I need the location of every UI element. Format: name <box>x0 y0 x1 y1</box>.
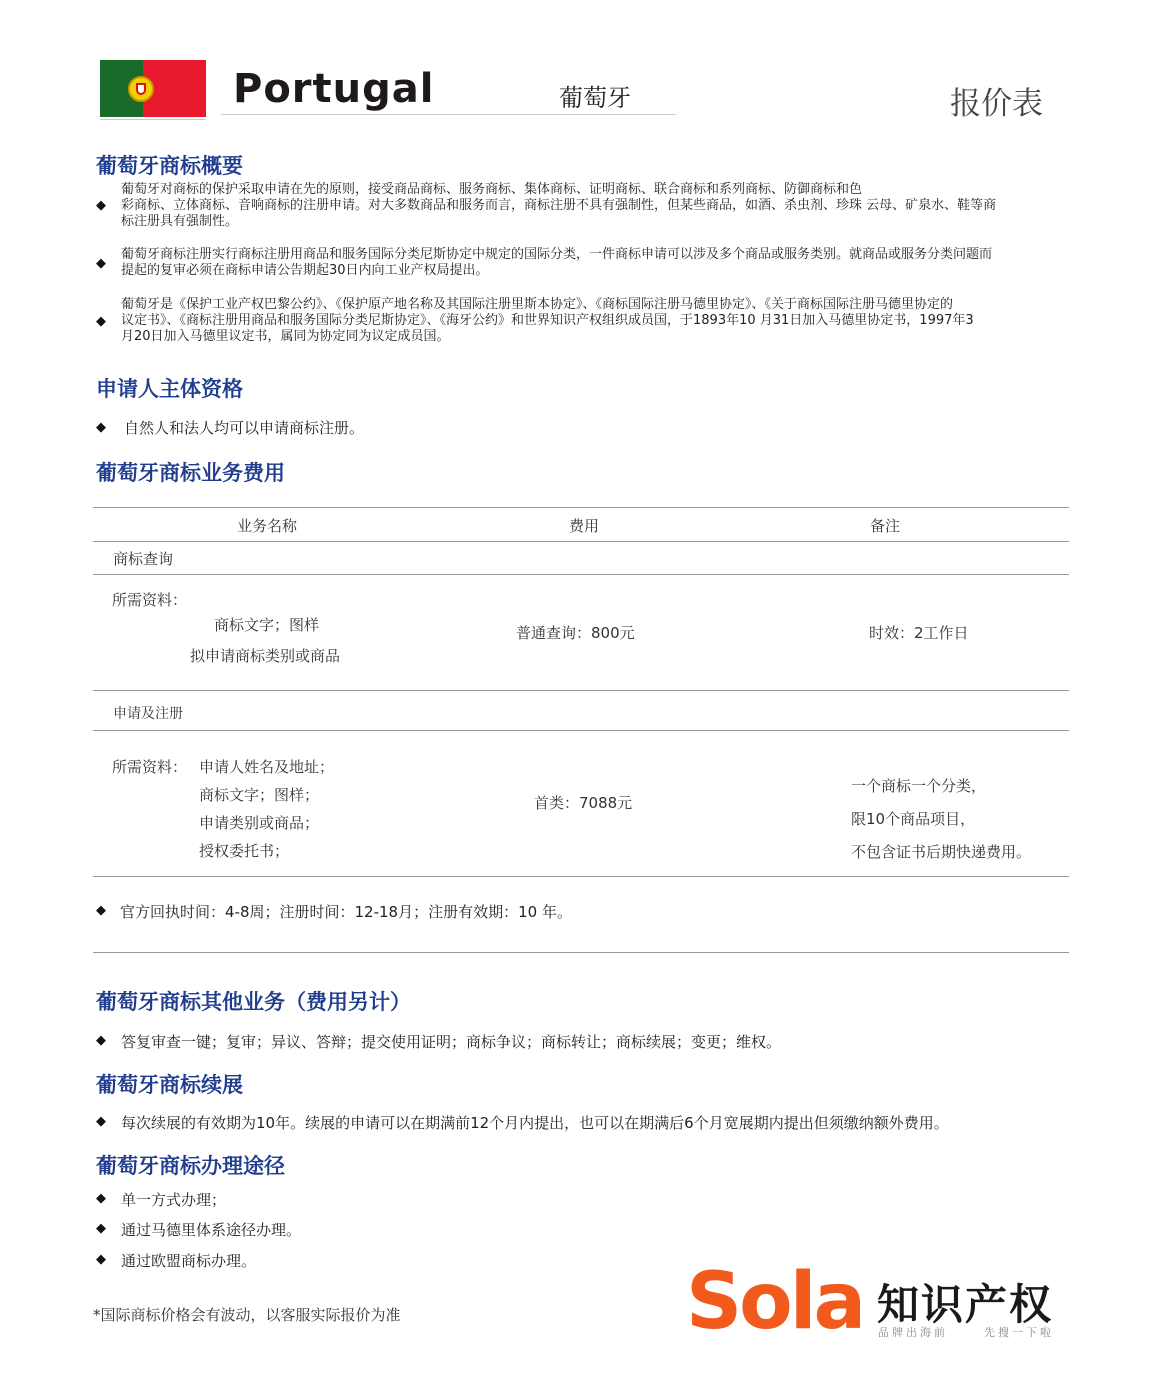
country-name-english: Portugal <box>233 66 435 112</box>
section-label-registration: 申请及注册 <box>113 706 183 722</box>
logo-slogan: 品牌出海前 <box>878 1326 948 1339</box>
bullet-icon: ◆ <box>96 1252 106 1267</box>
eligibility-heading: 申请人主体资格 <box>96 377 243 401</box>
eligibility-item: 自然人和法人均可以申请商标注册。 <box>124 419 365 437</box>
bullet-icon: ◆ <box>96 1221 106 1236</box>
routes-heading: 葡萄牙商标办理途径 <box>96 1154 285 1178</box>
material-item: 申请人姓名及地址； <box>199 758 335 776</box>
column-header-fee: 费用 <box>569 517 600 535</box>
overview-line: 提起的复审必须在商标申请公告期起30日内向工业产权局提出。 <box>121 263 489 278</box>
search-note: 时效：2工作日 <box>869 624 969 642</box>
table-rule <box>93 730 1069 731</box>
overview-line: 议定书》、《商标注册用商品和服务国际分类尼斯协定》、《海牙公约》和世界知识产权组织成员国，于1893年10 月31日加入马德里协定书，1997年3 <box>121 313 974 328</box>
overview-line: 彩商标、立体商标、音响商标的注册申请。对大多数商品和服务而言，商标注册不具有强制性，但某些商品，如酒、杀虫剂、珍珠 云母、矿泉水、鞋等商 <box>121 198 997 213</box>
materials-label: 所需资料： <box>112 758 188 776</box>
overview-heading: 葡萄牙商标概要 <box>96 154 243 178</box>
material-item: 申请类别或商品； <box>199 814 320 832</box>
route-item: 通过马德里体系途径办理。 <box>121 1221 302 1239</box>
logo-slogan: 先搜一下啦 <box>984 1326 1054 1339</box>
sola-logo: Sola <box>686 1257 864 1347</box>
header-divider <box>221 114 676 115</box>
materials-label: 所需资料： <box>112 591 188 609</box>
column-header-note: 备注 <box>870 517 901 535</box>
material-item: 商标文字；图样； <box>199 786 320 804</box>
table-rule <box>93 507 1069 508</box>
bullet-icon: ◆ <box>96 420 106 435</box>
overview-line: 葡萄牙商标注册实行商标注册用商品和服务国际分类尼斯协定中规定的国际分类，一件商标申请可以涉及多个商品或服务类别。就商品或服务分类问题而 <box>121 247 993 262</box>
bullet-icon: ◆ <box>96 1191 106 1206</box>
overview-item <box>121 247 1061 279</box>
route-item: 通过欧盟商标办理。 <box>121 1252 257 1270</box>
overview-item <box>121 182 1061 230</box>
logo-chinese-text: 知识产权 <box>877 1280 1054 1329</box>
material-item: 商标文字；图样 <box>214 616 320 634</box>
renewal-item: 每次续展的有效期为10年。续展的申请可以在期满前12个月内提出，也可以在期满后6个月宽展期内提出但须缴纳额外费用。 <box>121 1114 949 1132</box>
table-rule <box>93 541 1069 542</box>
portugal-flag-icon <box>100 60 206 117</box>
registration-note: 一个商标一个分类， <box>851 777 987 795</box>
header-divider <box>100 119 206 120</box>
price-footnote: *国际商标价格会有波动，以客服实际报价为准 <box>93 1306 401 1324</box>
other-services-item: 答复审查一键；复审；异议、答辩；提交使用证明；商标争议；商标转让；商标续展；变更；维权。 <box>121 1033 782 1051</box>
registration-fee: 首类：7088元 <box>534 794 633 812</box>
material-item: 拟申请商标类别或商品 <box>190 647 341 665</box>
fees-heading: 葡萄牙商标业务费用 <box>96 461 285 485</box>
registration-note: 限10个商品项目， <box>851 810 976 828</box>
section-label-search: 商标查询 <box>113 550 174 568</box>
table-rule <box>93 876 1069 877</box>
bullet-icon: ◆ <box>96 903 106 918</box>
section-divider <box>93 952 1069 953</box>
overview-item <box>121 297 1061 345</box>
table-rule <box>93 574 1069 575</box>
renewal-heading: 葡萄牙商标续展 <box>96 1073 243 1097</box>
country-name-chinese: 葡萄牙 <box>559 84 631 112</box>
document-type: 报价表 <box>950 86 1043 122</box>
other-services-heading: 葡萄牙商标其他业务（费用另计） <box>96 990 411 1014</box>
overview-line: 葡萄牙是《保护工业产权巴黎公约》、《保护原产地名称及其国际注册里斯本协定》、《商标国际注册马德里协定》、《关于商标国际注册马德里协定的 <box>121 297 954 312</box>
column-header-service: 业务名称 <box>237 517 298 535</box>
timeline-note: 官方回执时间：4-8周；注册时间：12-18月；注册有效期：10 年。 <box>120 903 572 921</box>
material-item: 授权委托书； <box>199 842 290 860</box>
overview-line: 月20日加入马德里议定书，属同为协定同为议定成员国。 <box>121 329 450 344</box>
route-item: 单一方式办理； <box>121 1191 227 1209</box>
table-rule <box>93 690 1069 691</box>
registration-note: 不包含证书后期快递费用。 <box>851 843 1032 861</box>
bullet-icon: ◆ <box>96 1033 106 1048</box>
overview-line: 葡萄牙对商标的保护采取申请在先的原则，接受商品商标、服务商标、集体商标、证明商标、联合商标和系列商标、防御商标和色 <box>121 182 863 197</box>
bullet-icon: ◆ <box>96 1114 106 1129</box>
bullet-icon: ◆ <box>96 198 106 213</box>
search-fee: 普通查询：800元 <box>516 624 635 642</box>
bullet-icon: ◆ <box>96 314 106 329</box>
bullet-icon: ◆ <box>96 256 106 271</box>
overview-line: 标注册具有强制性。 <box>121 214 239 229</box>
